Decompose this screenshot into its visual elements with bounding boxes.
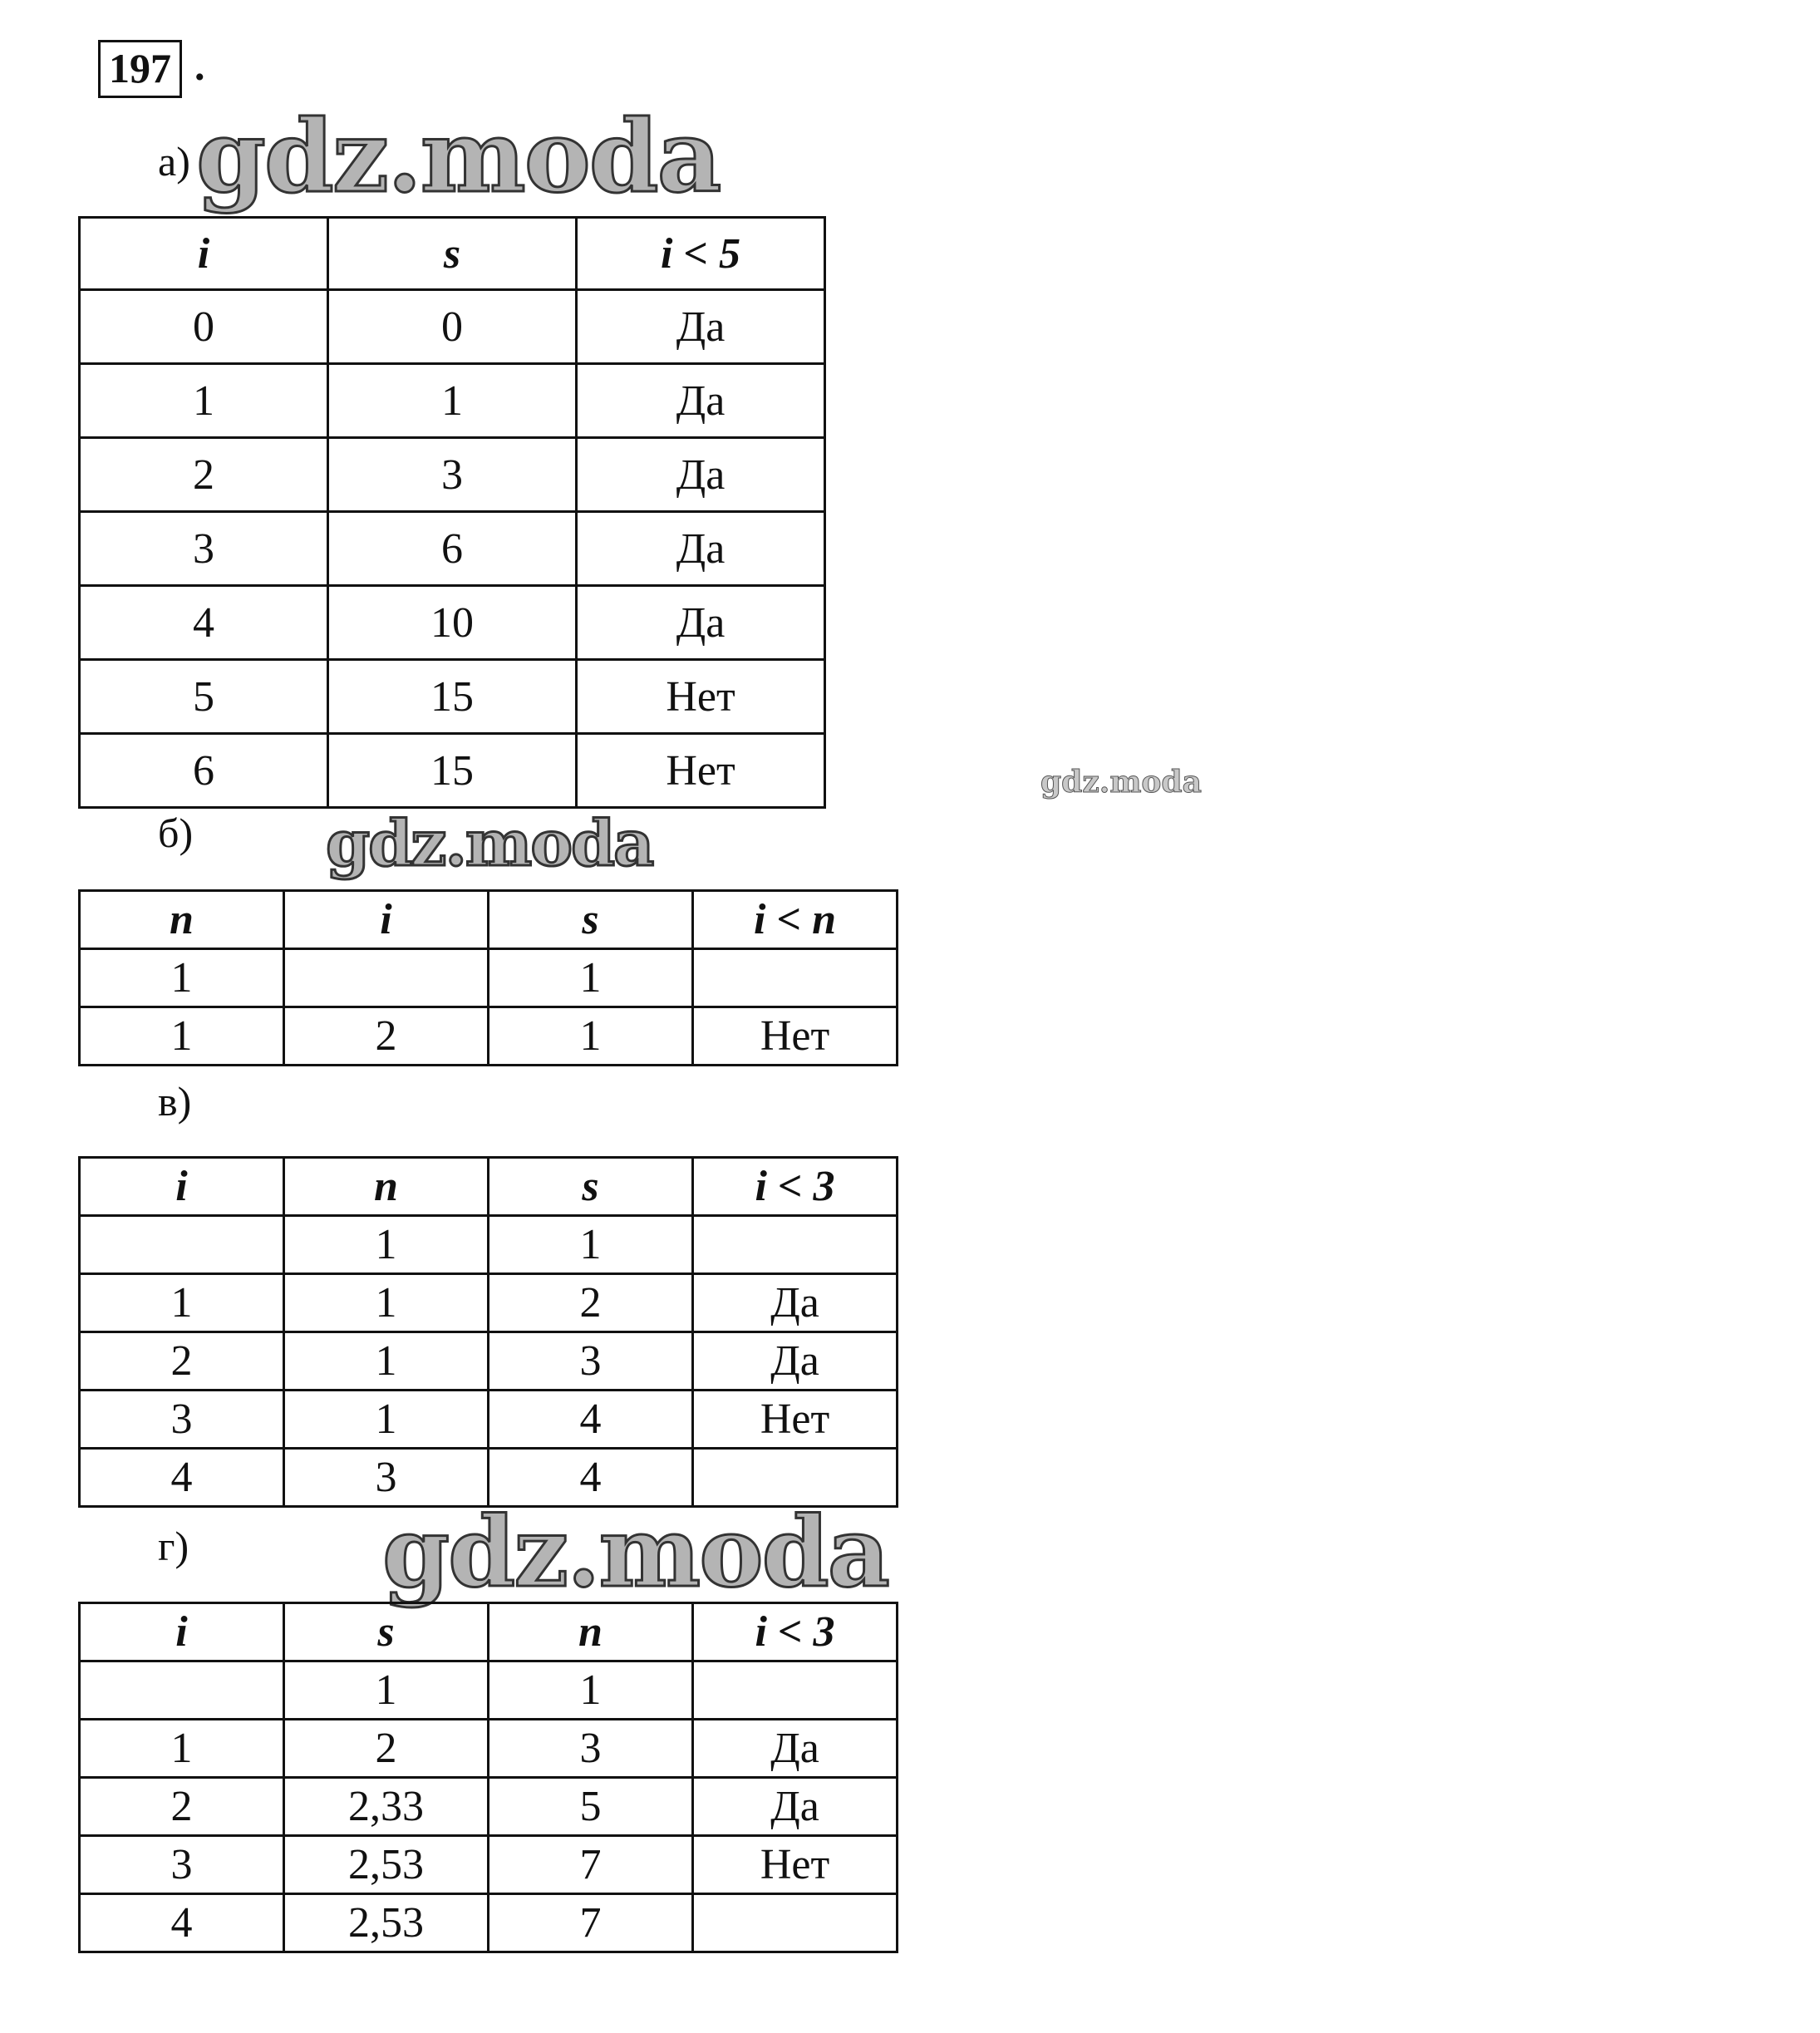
table-cell: 1 xyxy=(284,1661,489,1720)
table-cell: 4 xyxy=(80,586,328,660)
table-cell: Нет xyxy=(693,1007,898,1066)
table-cell: 2 xyxy=(80,1332,284,1391)
table-cell xyxy=(693,1216,898,1274)
table-cell: 1 xyxy=(80,364,328,438)
column-header: s xyxy=(489,891,693,949)
table-cell: 3 xyxy=(80,1836,284,1894)
column-header: s xyxy=(284,1603,489,1661)
column-header: i xyxy=(284,891,489,949)
table-row xyxy=(80,660,825,734)
table-cell: 1 xyxy=(284,1274,489,1332)
table-part-a xyxy=(78,216,826,809)
table-cell xyxy=(693,949,898,1007)
table-cell: Да xyxy=(693,1332,898,1391)
column-header: n xyxy=(489,1603,693,1661)
table-header-row xyxy=(80,218,825,290)
table-row xyxy=(80,438,825,512)
table-row xyxy=(80,1661,898,1720)
table-cell: 3 xyxy=(328,438,577,512)
table-cell: 1 xyxy=(284,1332,489,1391)
watermark-logo: gdz.moda xyxy=(196,98,721,215)
table-cell: 1 xyxy=(489,1661,693,1720)
table-row xyxy=(80,1894,898,1952)
table-cell: 2 xyxy=(284,1720,489,1778)
table-cell: 2 xyxy=(80,438,328,512)
watermark-logo: gdz.moda xyxy=(326,806,653,880)
table-cell: 1 xyxy=(489,949,693,1007)
table-cell: 2,33 xyxy=(284,1778,489,1836)
table-cell: 1 xyxy=(80,1007,284,1066)
table-row xyxy=(80,1778,898,1836)
table-cell: Нет xyxy=(693,1836,898,1894)
table-cell: Да xyxy=(577,438,825,512)
table-cell: 1 xyxy=(284,1216,489,1274)
table-row xyxy=(80,364,825,438)
part-a-label: а) xyxy=(158,138,190,185)
table-cell: Нет xyxy=(693,1391,898,1449)
table-cell: 2 xyxy=(489,1274,693,1332)
table-cell: 1 xyxy=(489,1007,693,1066)
table-row xyxy=(80,512,825,586)
column-header: i < 5 xyxy=(577,218,825,290)
table-cell: 3 xyxy=(80,512,328,586)
column-header: n xyxy=(80,891,284,949)
table-cell: 4 xyxy=(80,1449,284,1507)
column-header: i < 3 xyxy=(693,1603,898,1661)
table-row xyxy=(80,1391,898,1449)
table-cell: Да xyxy=(693,1274,898,1332)
table-cell: Да xyxy=(693,1720,898,1778)
table-cell xyxy=(693,1661,898,1720)
table-header-row xyxy=(80,1603,898,1661)
table-cell: 1 xyxy=(80,949,284,1007)
table-cell: 1 xyxy=(80,1720,284,1778)
table-row xyxy=(80,1332,898,1391)
column-header: n xyxy=(284,1158,489,1216)
table-cell: 4 xyxy=(489,1449,693,1507)
part-v-label: в) xyxy=(158,1078,192,1125)
table-cell: 1 xyxy=(328,364,577,438)
table-cell: 0 xyxy=(328,290,577,364)
table-cell: 2 xyxy=(284,1007,489,1066)
table-row xyxy=(80,290,825,364)
table-cell: 15 xyxy=(328,734,577,808)
table-cell xyxy=(80,1661,284,1720)
table-cell: 3 xyxy=(80,1391,284,1449)
table-cell: 1 xyxy=(284,1391,489,1449)
table-cell: 5 xyxy=(489,1778,693,1836)
table-row xyxy=(80,1007,898,1066)
watermark-logo: gdz.moda xyxy=(382,1496,888,1609)
table-cell: 2,53 xyxy=(284,1894,489,1952)
column-header: i xyxy=(80,1158,284,1216)
table-cell: 3 xyxy=(489,1720,693,1778)
table-cell: 1 xyxy=(489,1216,693,1274)
table-cell: Да xyxy=(577,290,825,364)
table-cell xyxy=(284,949,489,1007)
table-cell: 4 xyxy=(80,1894,284,1952)
watermark-small: gdz.moda xyxy=(1040,765,1202,800)
column-header: i xyxy=(80,1603,284,1661)
table-cell: 15 xyxy=(328,660,577,734)
table-cell: 2,53 xyxy=(284,1836,489,1894)
table-row xyxy=(80,1216,898,1274)
part-g-label: г) xyxy=(158,1523,189,1569)
task-number: 197 xyxy=(98,40,182,98)
table-cell: Да xyxy=(577,364,825,438)
table-cell: 0 xyxy=(80,290,328,364)
table-cell: 4 xyxy=(489,1391,693,1449)
column-header: s xyxy=(489,1158,693,1216)
table-cell: 6 xyxy=(328,512,577,586)
table-cell: 10 xyxy=(328,586,577,660)
task-number-dot: . xyxy=(194,42,205,89)
table-row xyxy=(80,949,898,1007)
column-header: i xyxy=(80,218,328,290)
table-cell: Нет xyxy=(577,734,825,808)
table-cell: 3 xyxy=(284,1449,489,1507)
table-cell: Да xyxy=(693,1778,898,1836)
table-cell: 7 xyxy=(489,1836,693,1894)
table-header-row xyxy=(80,1158,898,1216)
table-cell xyxy=(80,1216,284,1274)
table-part-b xyxy=(78,889,898,1066)
column-header: i < 3 xyxy=(693,1158,898,1216)
table-header-row xyxy=(80,891,898,949)
column-header: s xyxy=(328,218,577,290)
table-row xyxy=(80,586,825,660)
table-cell: 1 xyxy=(80,1274,284,1332)
table-row xyxy=(80,734,825,808)
table-row xyxy=(80,1836,898,1894)
part-b-label: б) xyxy=(158,810,194,856)
column-header: i < n xyxy=(693,891,898,949)
table-cell: 2 xyxy=(80,1778,284,1836)
table-cell: 3 xyxy=(489,1332,693,1391)
table-cell: 7 xyxy=(489,1894,693,1952)
table-cell: Да xyxy=(577,586,825,660)
table-cell: Нет xyxy=(577,660,825,734)
table-part-g xyxy=(78,1602,898,1953)
table-row xyxy=(80,1720,898,1778)
table-part-v xyxy=(78,1156,898,1508)
table-row xyxy=(80,1274,898,1332)
table-cell: Да xyxy=(577,512,825,586)
table-cell: 5 xyxy=(80,660,328,734)
table-cell: 6 xyxy=(80,734,328,808)
table-cell xyxy=(693,1894,898,1952)
